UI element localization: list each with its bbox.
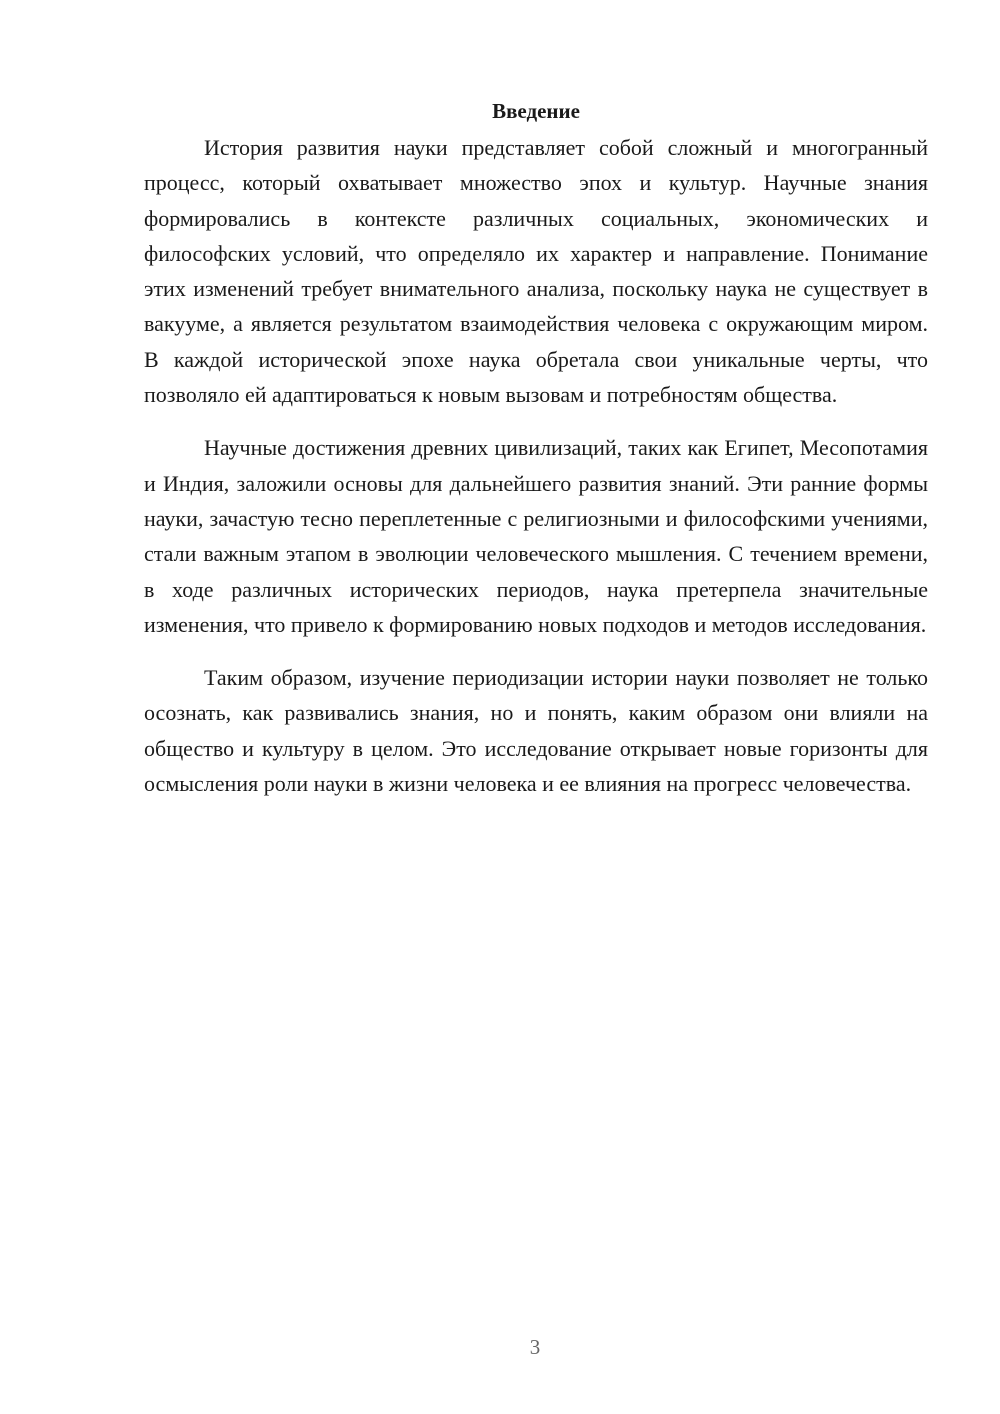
page-content	[144, 94, 928, 801]
paragraph-2: Научные достижения древних цивилизаций, таких как Египет, Месопотамия и Индия, заложили основы для дальнейшего развития знаний. Эти ранние формы науки, зачастую тесно переплетенные с религиозными и философскими учениями, стали важным этапом в эволюции человеческого мышления. С течением времени, в ходе различных исторических периодов, наука претерпела значительные изменения, что привело к формированию новых подходов и методов исследования.	[144, 435, 928, 637]
paragraph-3: Таким образом, изучение периодизации истории науки позволяет не только осознать, как развивались знания, но и понять, каким образом они влияли на общество и культуру в целом. Это исследование открывает новые горизонты для осмысления роли науки в жизни человека и ее влияния на прогресс человечества.	[144, 665, 928, 797]
page-number: 3	[529, 1335, 541, 1359]
section-heading: Введение	[492, 99, 580, 123]
paragraph-1: История развития науки представляет собой сложный и многогранный процесс, который охватывает множество эпох и культур. Научные знания формировались в контексте различных социальных, экономических и философских условий, что определяло их характер и направление. Понимание этих изменений требует внимательного анализа, поскольку наука не существует в вакууме, а является результатом взаимодействия человека с окружающим миром. В каждой исторической эпохе наука обретала свои уникальные черты, что позволяло ей адаптироваться к новым вызовам и потребностям общества.	[144, 135, 928, 408]
